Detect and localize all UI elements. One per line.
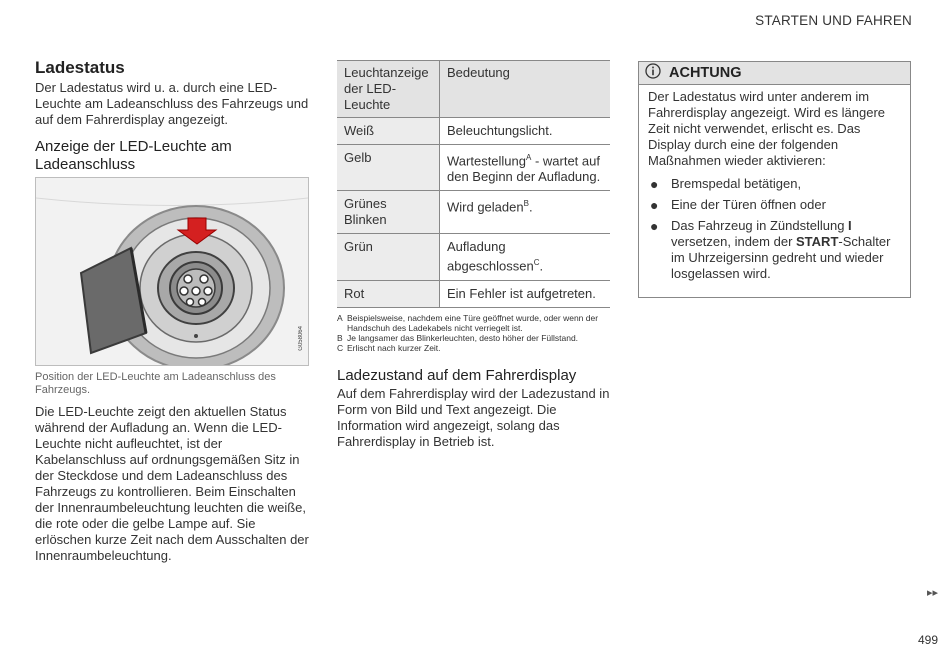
- list-item: ● Bremspedal betätigen,: [650, 176, 802, 192]
- table-cell-led: Grünes Blinken: [337, 191, 440, 234]
- column-right: [638, 61, 911, 298]
- figure-caption: Position der LED-Leuchte am Ladeanschluss des Fahrzeugs.: [35, 371, 276, 396]
- table-row: [337, 234, 610, 280]
- intro-text: Der Ladestatus wird u. a. durch eine LED-Leuchte am Ladeanschluss des Fahrzeugs und auf dem Fahrerdisplay angezeigt.: [35, 80, 309, 127]
- page-number: 499: [917, 633, 938, 647]
- led-status-table: [337, 60, 610, 308]
- table-row: [337, 280, 610, 307]
- table-cell-meaning: Ein Fehler ist aufgetreten.: [440, 280, 611, 307]
- list-item: ● Das Fahrzeug in Zündstellung I versetzen, indem der START-Schalter im Uhrzeigersinn gedreht und wieder losgelassen wird.: [650, 218, 891, 281]
- warning-title: ACHTUNG: [669, 65, 742, 81]
- footnote-ref: C: [533, 258, 540, 268]
- bullet-icon: ●: [650, 218, 659, 234]
- display-body-text: Auf dem Fahrerdisplay wird der Ladezustand in Form von Bild und Text angezeigt. Die Information wird angezeigt, solang das Fahrerdisplay in Betrieb ist.: [337, 385, 610, 449]
- body-text: Die LED-Leuchte zeigt den aktuellen Status während der Aufladung an. Wenn die LED-Leuchte nicht aufleuchtet, ist der Kabelanschluss auf ordnungsgemäßen Sitz in der Steckdose und dem Ladeanschluss des Fahrzeugs zu kontrollieren. Beim Einschalten der Innenraumbeleuchtung leuchten die weiße, die rote oder die gelbe Lampe auf. Sie erlöschen kurze Zeit nach dem Ausschalten der Innenraumbeleuchtung.: [35, 404, 309, 563]
- table-cell-led: Rot: [337, 280, 440, 307]
- info-circle-icon: [645, 63, 661, 84]
- warning-body: [639, 85, 910, 297]
- table-cell-led: Grün: [337, 234, 440, 280]
- page-title: Ladestatus: [35, 58, 125, 77]
- table-footnotes: [337, 313, 610, 353]
- table-cell-led: Gelb: [337, 145, 440, 191]
- footnote: A Beispielsweise, nachdem eine Türe geöffnet wurde, oder wenn der Handschuh des Ladekabels nicht verriegelt ist.: [337, 312, 599, 333]
- subtitle-display: Ladezustand auf dem Fahrerdisplay: [337, 366, 577, 384]
- bullet-icon: ●: [650, 197, 659, 213]
- table-row: [337, 145, 610, 191]
- list-item: ● Eine der Türen öffnen oder: [650, 197, 826, 213]
- column-middle: [337, 60, 610, 450]
- table-row: [337, 118, 610, 145]
- footnote: C Erlischt nach kurzer Zeit.: [337, 342, 441, 353]
- image-code: G058064: [298, 326, 304, 351]
- warning-text: Der Ladestatus wird unter anderem im Fahrerdisplay angezeigt. Wird es längere Zeit nicht verwendet, erlischt es. Das Display durch eine der folgenden Maßnahmen wieder aktivieren:: [648, 89, 886, 168]
- footnote-ref: A: [526, 153, 532, 162]
- table-header-row: [337, 61, 610, 118]
- charging-port-illustration: [35, 177, 309, 366]
- table-cell-meaning: Aufladung abgeschlossen$^C$.: [440, 234, 611, 280]
- footnote: B Je langsamer das Blinkerleuchten, desto höher der Füllstand.: [337, 332, 579, 343]
- section-header: STARTEN UND FAHREN: [755, 13, 912, 28]
- table-cell-led: Weiß: [337, 118, 440, 145]
- subtitle-led: Anzeige der LED-Leuchte am Ladeanschluss: [35, 138, 232, 173]
- table-cell-meaning: Wird geladen$^B$.: [440, 191, 611, 234]
- warning-header: [639, 62, 910, 85]
- footnote-ref: B: [523, 199, 529, 209]
- table-header-led: Leuchtanzeige der LED-Leuchte: [337, 61, 440, 118]
- bullet-icon: ●: [650, 176, 659, 192]
- warning-box: [638, 61, 911, 298]
- next-page-icon[interactable]: ▸▸: [926, 587, 938, 599]
- table-cell-meaning: Beleuchtungslicht.: [440, 118, 611, 145]
- warning-list: [648, 176, 901, 282]
- table-cell-meaning: Wartestellung$^A$ - wartet auf den Beginn der Aufladung.: [440, 145, 611, 191]
- column-left: [35, 58, 309, 564]
- table-header-meaning: Bedeutung: [440, 61, 611, 118]
- table-row: [337, 191, 610, 234]
